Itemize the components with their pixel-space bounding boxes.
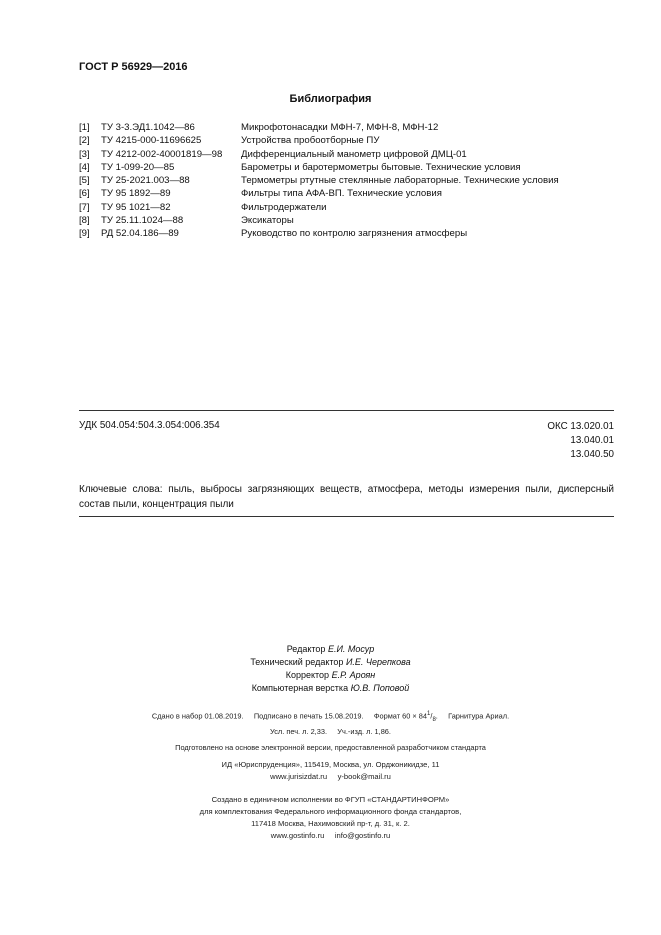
bibliography-item [79, 148, 619, 161]
credit-role: Корректор [285, 670, 330, 680]
bibliography-list [79, 121, 619, 241]
publisher-line: ИД «Юриспруденция», 115419, Москва, ул. Орджоникидзе, 11 [221, 760, 440, 769]
credit-role: Компьютерная верстка [251, 683, 349, 693]
format-fraction-num: 1 [427, 711, 431, 717]
bib-desc: Термометры ртутные стеклянные лабораторные. Технические условия [241, 175, 559, 187]
bib-desc: Фильтродержатели [241, 201, 327, 213]
bib-code: ТУ 25-2021.003—88 [101, 175, 190, 187]
bib-num: [8] [79, 215, 90, 227]
credit-name: Ю.В. Поповой [350, 683, 410, 693]
imprint-line: Усл. печ. л. 2,33. Уч.-изд. л. 1,86. [270, 726, 391, 736]
credit-name: Е.Р. Ароян [331, 670, 376, 680]
format-fraction-den: 8 [432, 716, 436, 723]
bibliography-item [79, 201, 619, 214]
credit-name: И.Е. Черепкова [345, 657, 411, 667]
bibliography-item [79, 214, 619, 227]
credit-role: Технический редактор [250, 657, 344, 667]
bib-num: [1] [79, 122, 90, 133]
bib-num: [2] [79, 135, 90, 147]
oks-codes [547, 420, 614, 462]
standard-number: ГОСТ Р 56929—2016 [79, 61, 188, 73]
udk-code: УДК 504.054:504.3.054:006.354 [79, 420, 220, 431]
bib-desc: Барометры и баротермометры бытовые. Технические условия [241, 161, 521, 173]
bib-desc: Руководство по контролю загрязнения атмосферы [241, 228, 468, 240]
publisher-line: 117418 Москва, Нахимовский пр-т, д. 31, к. 2. [251, 819, 410, 828]
divider-bottom [79, 516, 614, 517]
bibliography-item [79, 161, 619, 174]
bib-code: ТУ 3-3.ЭД1.1042—86 [101, 122, 195, 133]
credit-editor [0, 643, 661, 656]
bib-num: [5] [79, 175, 90, 187]
bib-desc: Устройства пробоотборные ПУ [241, 135, 380, 147]
bibliography-item [79, 227, 619, 240]
oks-code: ОКС 13.020.01 [547, 421, 614, 432]
publisher-info [0, 759, 661, 842]
bib-num: [7] [79, 201, 90, 213]
credit-name: Е.И. Мосур [327, 644, 375, 654]
bib-num: [4] [79, 161, 90, 173]
bib-code: ТУ 95 1021—82 [101, 201, 171, 213]
imprint-text: Сдано в набор 01.08.2019. Подписано в печать 15.08.2019. Формат 60 × 84 [151, 711, 428, 721]
oks-code: 13.040.50 [570, 449, 614, 460]
oks-code: 13.040.01 [570, 435, 614, 446]
publisher-line: Создано в единичном исполнении во ФГУП «СТАНДАРТИНФОРМ» [211, 795, 450, 804]
bibliography-title: Библиография [289, 93, 372, 105]
publisher-line: www.gostinfo.ru info@gostinfo.ru [270, 831, 391, 840]
bib-num: [9] [79, 228, 90, 240]
bib-code: ТУ 25.11.1024—88 [101, 215, 184, 227]
credit-role: Редактор [286, 644, 326, 654]
bib-desc: Дифференциальный манометр цифровой ДМЦ-01 [241, 148, 467, 160]
bib-code: ТУ 95 1892—89 [101, 188, 171, 200]
credit-corrector [0, 669, 661, 682]
bibliography-item [79, 134, 619, 147]
divider-top [79, 410, 614, 411]
imprint-line: Подготовлено на основе электронной версии, предоставленной разработчиком стандарта [175, 742, 486, 752]
bib-code: ТУ 1-099-20—85 [101, 161, 175, 173]
bibliography-item [79, 187, 619, 200]
keywords: Ключевые слова: пыль, выбросы загрязняющих веществ, атмосфера, методы измерения пыли, дисперсный состав пыли, концентрация пыли [79, 484, 614, 510]
credit-layout [0, 682, 661, 695]
credits [0, 643, 661, 695]
bib-num: [3] [79, 148, 90, 160]
publisher-line: www.jurisizdat.ru y-book@mail.ru [270, 772, 391, 781]
bib-num: [6] [79, 188, 90, 200]
credit-tech-editor [0, 656, 661, 669]
publisher-line: для комплектования Федерального информационного фонда стандартов, [199, 807, 462, 816]
bib-desc: Фильтры типа АФА-ВП. Технические условия [241, 188, 442, 200]
bib-code: ТУ 4215-000-11696625 [101, 135, 202, 147]
bib-code: РД 52.04.186—89 [101, 228, 179, 240]
imprint [0, 708, 661, 754]
spacer [0, 783, 661, 794]
bibliography-item [79, 121, 619, 134]
imprint-text: . Гарнитура Ариал. [435, 711, 510, 721]
imprint-line: Сдано в набор 01.08.2019. Подписано в печать 15.08.2019. Формат $60 \times 84^1/_8$. Гарнитура Ариал. [151, 711, 510, 723]
bib-desc: Микрофотонасадки МФН-7, МФН-8, МФН-12 [241, 122, 439, 133]
bib-code: ТУ 4212-002-40001819—98 [101, 148, 223, 160]
bib-desc: Эксикаторы [241, 215, 294, 227]
bibliography-item [79, 174, 619, 187]
